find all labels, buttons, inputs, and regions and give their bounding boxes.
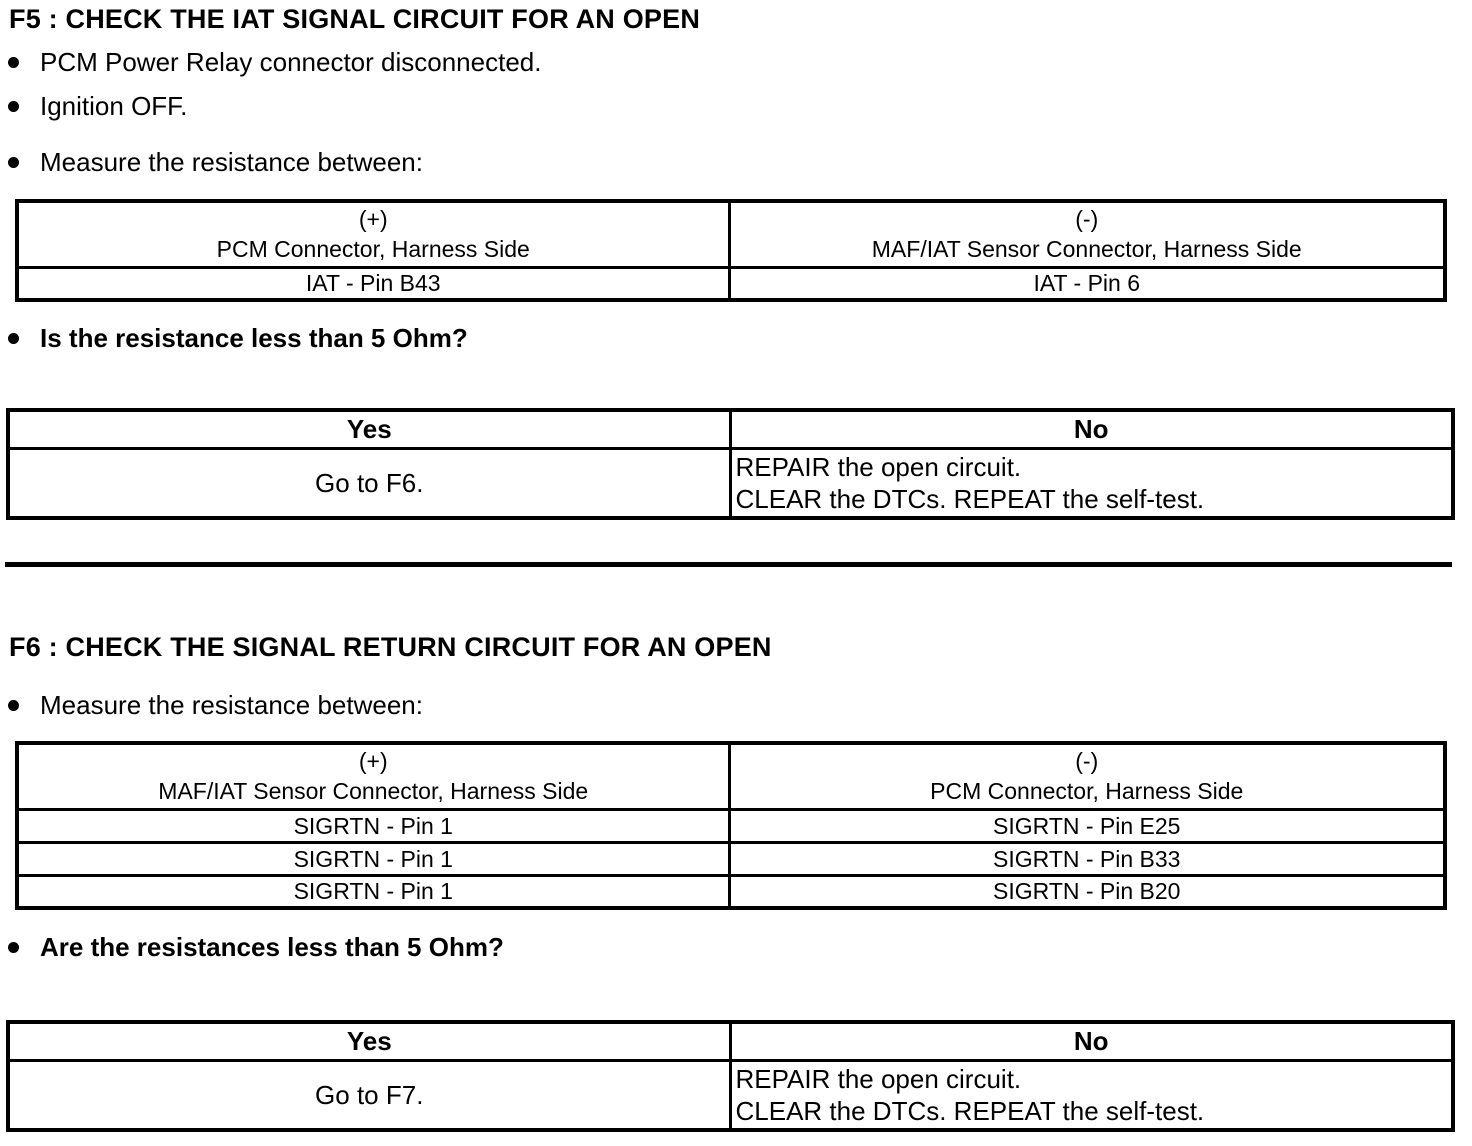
f6-right-sign: (-) (1075, 748, 1099, 775)
f6-measure-table (15, 741, 1447, 910)
table-row (17, 809, 1445, 842)
f5-yes-header: Yes (8, 410, 730, 448)
f6-no-line-1: REPAIR the open circuit. (735, 1063, 1022, 1094)
f6-question (8, 932, 504, 962)
f5-no-line-1: REPAIR the open circuit. (735, 451, 1022, 482)
f5-row1-right: IAT - Pin 6 (729, 267, 1445, 300)
f6-question-text: Are the resistances less than 5 Ohm? (40, 932, 504, 962)
table-header-row (17, 743, 1445, 809)
f5-yes-cell (8, 448, 730, 518)
f6-row2-left: SIGRTN - Pin 1 (17, 842, 729, 875)
f5-question (8, 323, 468, 353)
f5-right-header-cell (729, 201, 1445, 267)
f5-bullet-2-text: Ignition OFF. (40, 91, 188, 121)
f5-question-text: Is the resistance less than 5 Ohm? (40, 323, 468, 353)
table-header-row (8, 1022, 1453, 1060)
f6-left-header: MAF/IAT Sensor Connector, Harness Side (158, 778, 589, 805)
table-row (8, 448, 1453, 518)
f6-no-cell (730, 1060, 1453, 1130)
f6-right-header-cell (729, 743, 1445, 809)
f6-bullet-1 (8, 690, 423, 720)
f6-row1-left: SIGRTN - Pin 1 (17, 809, 729, 842)
f5-no-cell (730, 448, 1453, 518)
f6-row1-right: SIGRTN - Pin E25 (729, 809, 1445, 842)
bullet-dot-icon (8, 333, 19, 344)
bullet-dot-icon (8, 57, 19, 68)
f5-left-header-cell (17, 201, 729, 267)
f6-row3-right: SIGRTN - Pin B20 (729, 875, 1445, 908)
f6-no-header: No (730, 1022, 1453, 1060)
table-header-row (17, 201, 1445, 267)
f5-title: F5 : CHECK THE IAT SIGNAL CIRCUIT FOR AN OPEN (9, 4, 701, 34)
f5-bullet-3 (8, 147, 423, 177)
f6-yes-text: Go to F7. (315, 1079, 424, 1110)
f6-result-table (6, 1020, 1455, 1132)
table-header-row (8, 410, 1453, 448)
bullet-dot-icon (8, 101, 19, 112)
f5-right-sign: (-) (1075, 206, 1099, 233)
table-row (17, 842, 1445, 875)
f6-left-header-cell (17, 743, 729, 809)
f5-left-sign: (+) (358, 206, 388, 233)
bullet-dot-icon (8, 700, 19, 711)
f5-yes-text: Go to F6. (315, 467, 424, 498)
f5-right-header: MAF/IAT Sensor Connector, Harness Side (871, 236, 1302, 263)
f5-measure-table (15, 199, 1447, 302)
table-row (8, 1060, 1453, 1130)
f5-bullet-1-text: PCM Power Relay connector disconnected. (40, 47, 542, 77)
f5-bullet-2 (8, 91, 187, 121)
f6-left-sign: (+) (358, 748, 388, 775)
f6-right-header: PCM Connector, Harness Side (930, 778, 1244, 805)
f6-yes-cell (8, 1060, 730, 1130)
section-divider (5, 562, 1452, 567)
bullet-dot-icon (8, 157, 19, 168)
f5-bullet-1 (8, 47, 541, 77)
table-row (17, 875, 1445, 908)
f5-no-header: No (730, 410, 1453, 448)
f6-row3-left: SIGRTN - Pin 1 (17, 875, 729, 908)
f5-bullet-3-text: Measure the resistance between: (40, 147, 423, 177)
f6-bullet-1-text: Measure the resistance between: (40, 690, 423, 720)
f6-yes-header: Yes (8, 1022, 730, 1060)
table-row (17, 267, 1445, 300)
f6-title: F6 : CHECK THE SIGNAL RETURN CIRCUIT FOR AN OPEN (9, 632, 772, 662)
bullet-dot-icon (8, 942, 19, 953)
f6-row2-right: SIGRTN - Pin B33 (729, 842, 1445, 875)
f6-no-line-2: CLEAR the DTCs. REPEAT the self-test. (735, 1095, 1205, 1126)
f5-left-header: PCM Connector, Harness Side (216, 236, 530, 263)
f5-no-line-2: CLEAR the DTCs. REPEAT the self-test. (735, 483, 1205, 514)
f5-row1-left: IAT - Pin B43 (17, 267, 729, 300)
f5-result-table (6, 408, 1455, 520)
